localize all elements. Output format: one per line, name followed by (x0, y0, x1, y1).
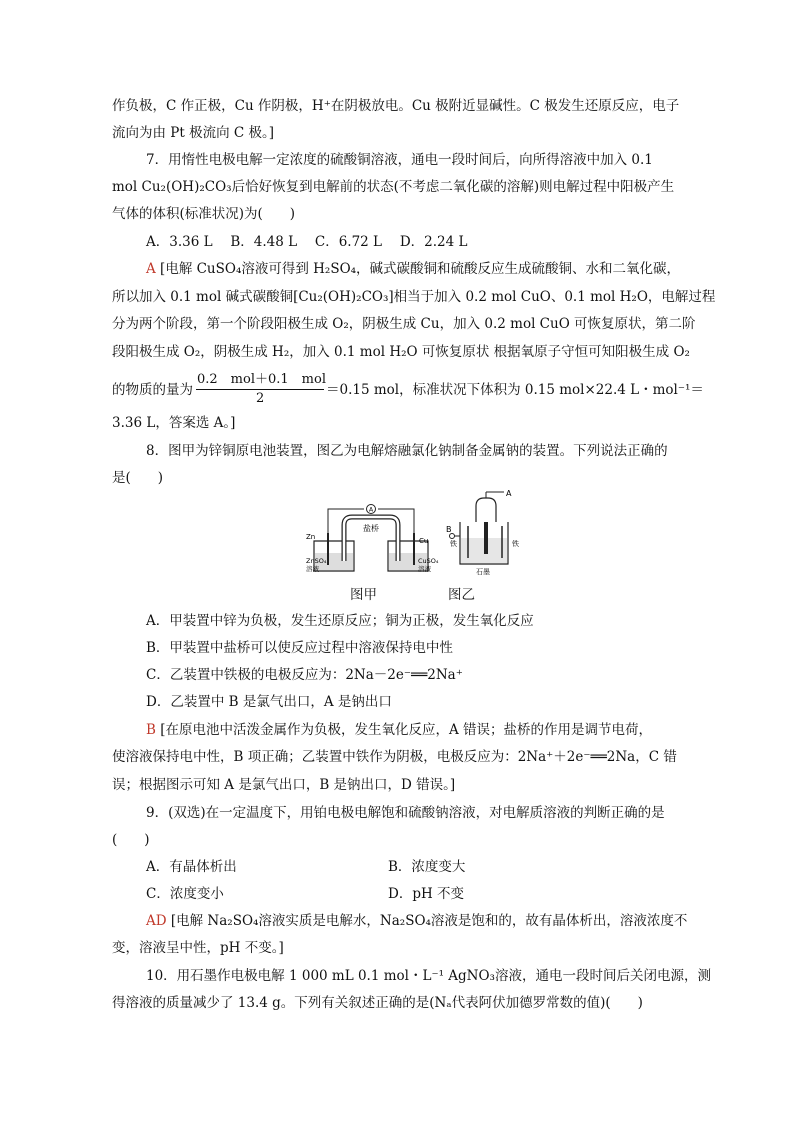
option-c: C．浓度变小 (146, 886, 224, 902)
text-line: ＝0.15 mol，标准状况下体积为 0.15 mol×22.4 L・mol⁻¹＝ (326, 382, 704, 398)
text-line: 段阳极生成 O₂，阴极生成 H₂，加入 0.1 mol H₂O 可恢复原状 根据氧原子守恒可知阳极生成 O₂ (112, 344, 690, 360)
iron-right-label: 铁 (512, 540, 519, 548)
text-line: 3.36 L，答案选 A。] (112, 415, 236, 431)
fraction-bar (196, 389, 324, 390)
text-line: ( ) (112, 832, 150, 848)
figure-caption-a: 图甲 (350, 587, 377, 603)
option-c: C．乙装置中铁极的电极反应为：2Na－2e⁻══2Na⁺ (146, 667, 463, 683)
question-7-options: A．3.36 L B．4.48 L C．6.72 L D．2.24 L (146, 234, 468, 250)
answer-8 (146, 720, 652, 740)
text-line: 是( ) (112, 470, 164, 486)
answer-text: [电解 Na₂SO₄溶液实质是电解水，Na₂SO₄溶液是饱和的，故有晶体析出，溶液浓度不 (170, 913, 688, 929)
cuso4-label: CuSO₄ (418, 557, 439, 565)
option-d: D．pH 不变 (388, 886, 465, 902)
text-line: 的物质的量为 (112, 382, 193, 398)
text-line: 使溶液保持电中性，B 项正确；乙装置中铁作为阴极，电极反应为：2Na⁺＋2e⁻══2Na，C 错 (112, 749, 677, 765)
option-d: D．乙装置中 B 是氯气出口，A 是钠出口 (146, 694, 392, 710)
galvanic-cell-diagram (306, 505, 439, 577)
question-8: 8．图甲为锌铜原电池装置，图乙为电解熔融氯化钠制备金属钠的装置。下列说法正确的 (146, 443, 668, 459)
answer-letter: A (146, 261, 156, 277)
text-line: 得溶液的质量减少了 13.4 g。下列有关叙述正确的是(Nₐ代表阿伏加德罗常数的值)( ) (112, 995, 643, 1011)
text-line: 作负极，C 作正极，Cu 作阴极，H⁺在阴极放电。Cu 极附近显碱性。C 极发生还原反应，电子 (112, 98, 680, 114)
question-7: 7．用惰性电极电解一定浓度的硫酸铜溶液，通电一段时间后，向所得溶液中加入 0.1 (146, 152, 653, 168)
text-line: 分为两个阶段，第一个阶段阳极生成 O₂，阴极生成 Cu，加入 0.2 mol CuO 可恢复原状，第二阶 (112, 316, 696, 332)
answer-text: [电解 CuSO₄溶液可得到 H₂SO₄，碱式碳酸铜和硫酸反应生成硫酸铜、水和二氧化碳， (160, 261, 681, 277)
figure-caption-b: 图乙 (448, 587, 475, 603)
answer-letter: AD (146, 913, 167, 929)
text-line: 流向为由 Pt 极流向 C 极。] (112, 125, 275, 141)
cuso4-solution-label: 溶液 (418, 565, 431, 573)
fraction-denominator: 2 (256, 391, 265, 406)
fraction-numerator: 0.2 mol＋0.1 mol (197, 372, 326, 387)
option-b: B．浓度变大 (388, 859, 466, 875)
text-line: 所以加入 0.1 mol 碱式碳酸铜[Cu₂(OH)₂CO₃]相当于加入 0.2 mol CuO、0.1 mol H₂O，电解过程 (112, 289, 716, 305)
option-a: A．甲装置中锌为负极，发生还原反应；铜为正极，发生氧化反应 (146, 613, 534, 629)
electrolysis-cell-diagram (446, 489, 526, 578)
answer-letter: B (146, 722, 156, 738)
question-9: 9．(双选)在一定温度下，用铂电极电解饱和硫酸钠溶液，对电解质溶液的判断正确的是 (146, 805, 665, 821)
answer-9 (146, 911, 687, 931)
text-line: 变，溶液呈中性，pH 不变。] (112, 940, 284, 956)
znso4-solution-label: 溶液 (306, 565, 319, 573)
graphite-label: 石墨 (476, 568, 490, 576)
ammeter-label: A (368, 506, 374, 514)
answer-7 (146, 259, 680, 279)
zn-label: Zn (306, 533, 316, 541)
option-a: A．有晶体析出 (146, 859, 237, 875)
text-line: mol Cu₂(OH)₂CO₃后恰好恢复到电解前的状态(不考虑二氧化碳的溶解)则电解过程中阳极产生 (112, 179, 675, 195)
znso4-label: ZnSO₄ (306, 557, 327, 565)
text-line: 气体的体积(标准状况)为( ) (112, 206, 296, 222)
cu-label: Cu (419, 537, 429, 545)
salt-bridge-label: 盐桥 (363, 524, 379, 533)
outlet-a-label: A (506, 489, 512, 498)
text-line: 误；根据图示可知 A 是氯气出口，B 是钠出口，D 错误。] (112, 777, 456, 793)
option-b: B．甲装置中盐桥可以使反应过程中溶液保持电中性 (146, 640, 453, 656)
outlet-b-label: B (446, 525, 452, 534)
question-10: 10．用石墨作电极电解 1 000 mL 0.1 mol・L⁻¹ AgNO₃溶液，通电一段时间后关闭电源，测 (146, 968, 711, 984)
answer-text: [在原电池中活泼金属作为负极，发生氧化反应，A 错误；盐桥的作用是调节电荷， (160, 722, 653, 738)
iron-left-label: 铁 (450, 540, 457, 548)
